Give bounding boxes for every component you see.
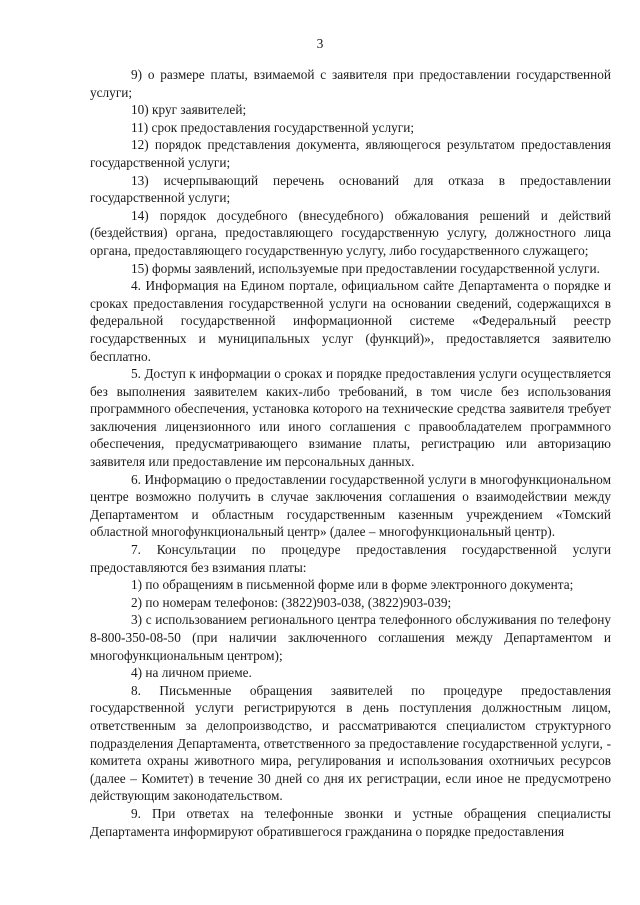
document-body [90, 66, 611, 840]
paragraph-item-13: 13) исчерпывающий перечень оснований для отказа в предоставлении государственной услуги; [90, 172, 611, 206]
paragraph-consult-2: 2) по номерам телефонов: (3822)903-038, (3822)903-039; [131, 594, 452, 610]
paragraph-section-7: 7. Консультации по процедуре предоставления государственной услуги предоставляются без взимания платы: [90, 542, 611, 575]
paragraph-item-15: 15) формы заявлений, используемые при предоставлении государственной услуги. [131, 260, 600, 276]
paragraph-section-6: 6. Информацию о предоставлении государственной услуги в многофункциональном центре возможно получить в случае заключения соглашения о взаимодействии между Департаментом и областным государственным казенным учреждением «Томский областной многофункциональный центр» (далее – многофункциональный центр). [90, 471, 611, 540]
page-number: 3 [316, 36, 324, 51]
paragraph-section-9: 9. При ответах на телефонные звонки и устные обращения специалисты Департамента информируют обратившегося гражданина о порядке предоставления [90, 805, 611, 839]
paragraph-item-9: 9) о размере платы, взимаемой с заявителя при предоставлении государственной услуги; [90, 67, 611, 100]
paragraph-consult-3: 3) с использованием регионального центра телефонного обслуживания по телефону 8-800-350-08-50 (при наличии заключенного соглашения между Департаментом и многофункциональным центром); [90, 612, 611, 663]
paragraph-item-14: 14) порядок досудебного (внесудебного) обжалования решений и действий (бездействия) органа, предоставляющего государственную услугу, должностного лица органа, предоставляющего государственную услугу, либо государственного служащего; [90, 207, 611, 258]
paragraph-item-11: 11) срок предоставления государственной услуги; [131, 119, 415, 135]
paragraph-item-12: 12) порядок представления документа, являющегося результатом предоставления государственной услуги; [90, 137, 611, 170]
paragraph-consult-4: 4) на личном приеме. [131, 665, 252, 681]
paragraph-section-4: 4. Информация на Едином портале, официальном сайте Департамента о порядке и сроках предоставления государственной услуги на основании сведений, содержащихся в федеральной государственной информационной системе «Федеральный реестр государственных и муниципальных услуг (функций)», предоставляется заявителю бесплатно. [90, 278, 611, 364]
paragraph-section-8: 8. Письменные обращения заявителей по процедуре предоставления государственной услуги регистрируются в день поступления должностным лицом, ответственным за делопроизводство, и рассматриваются специалистом структурного подразделения Департамента, ответственного за предоставление государственной услуги, - комитета охраны животного мира, регулирования и использования охотничьих ресурсов (далее – Комитет) в течение 30 дней со дня их регистрации, если иное не предусмотрено действующим законодательством. [90, 682, 611, 804]
paragraph-consult-1: 1) по обращениям в письменной форме или в форме электронного документа; [131, 577, 574, 593]
paragraph-item-10: 10) круг заявителей; [131, 102, 247, 118]
paragraph-section-5: 5. Доступ к информации о сроках и порядке предоставления услуги осуществляется без выполнения заявителем каких-либо требований, в том числе без использования программного обеспечения, установка которого на технические средства заявителя требует заключения лицензионного или иного соглашения с правообладателем программного обеспечения, предусматривающего взимание платы, регистрацию или авторизацию заявителя или предоставление им персональных данных. [90, 366, 611, 470]
